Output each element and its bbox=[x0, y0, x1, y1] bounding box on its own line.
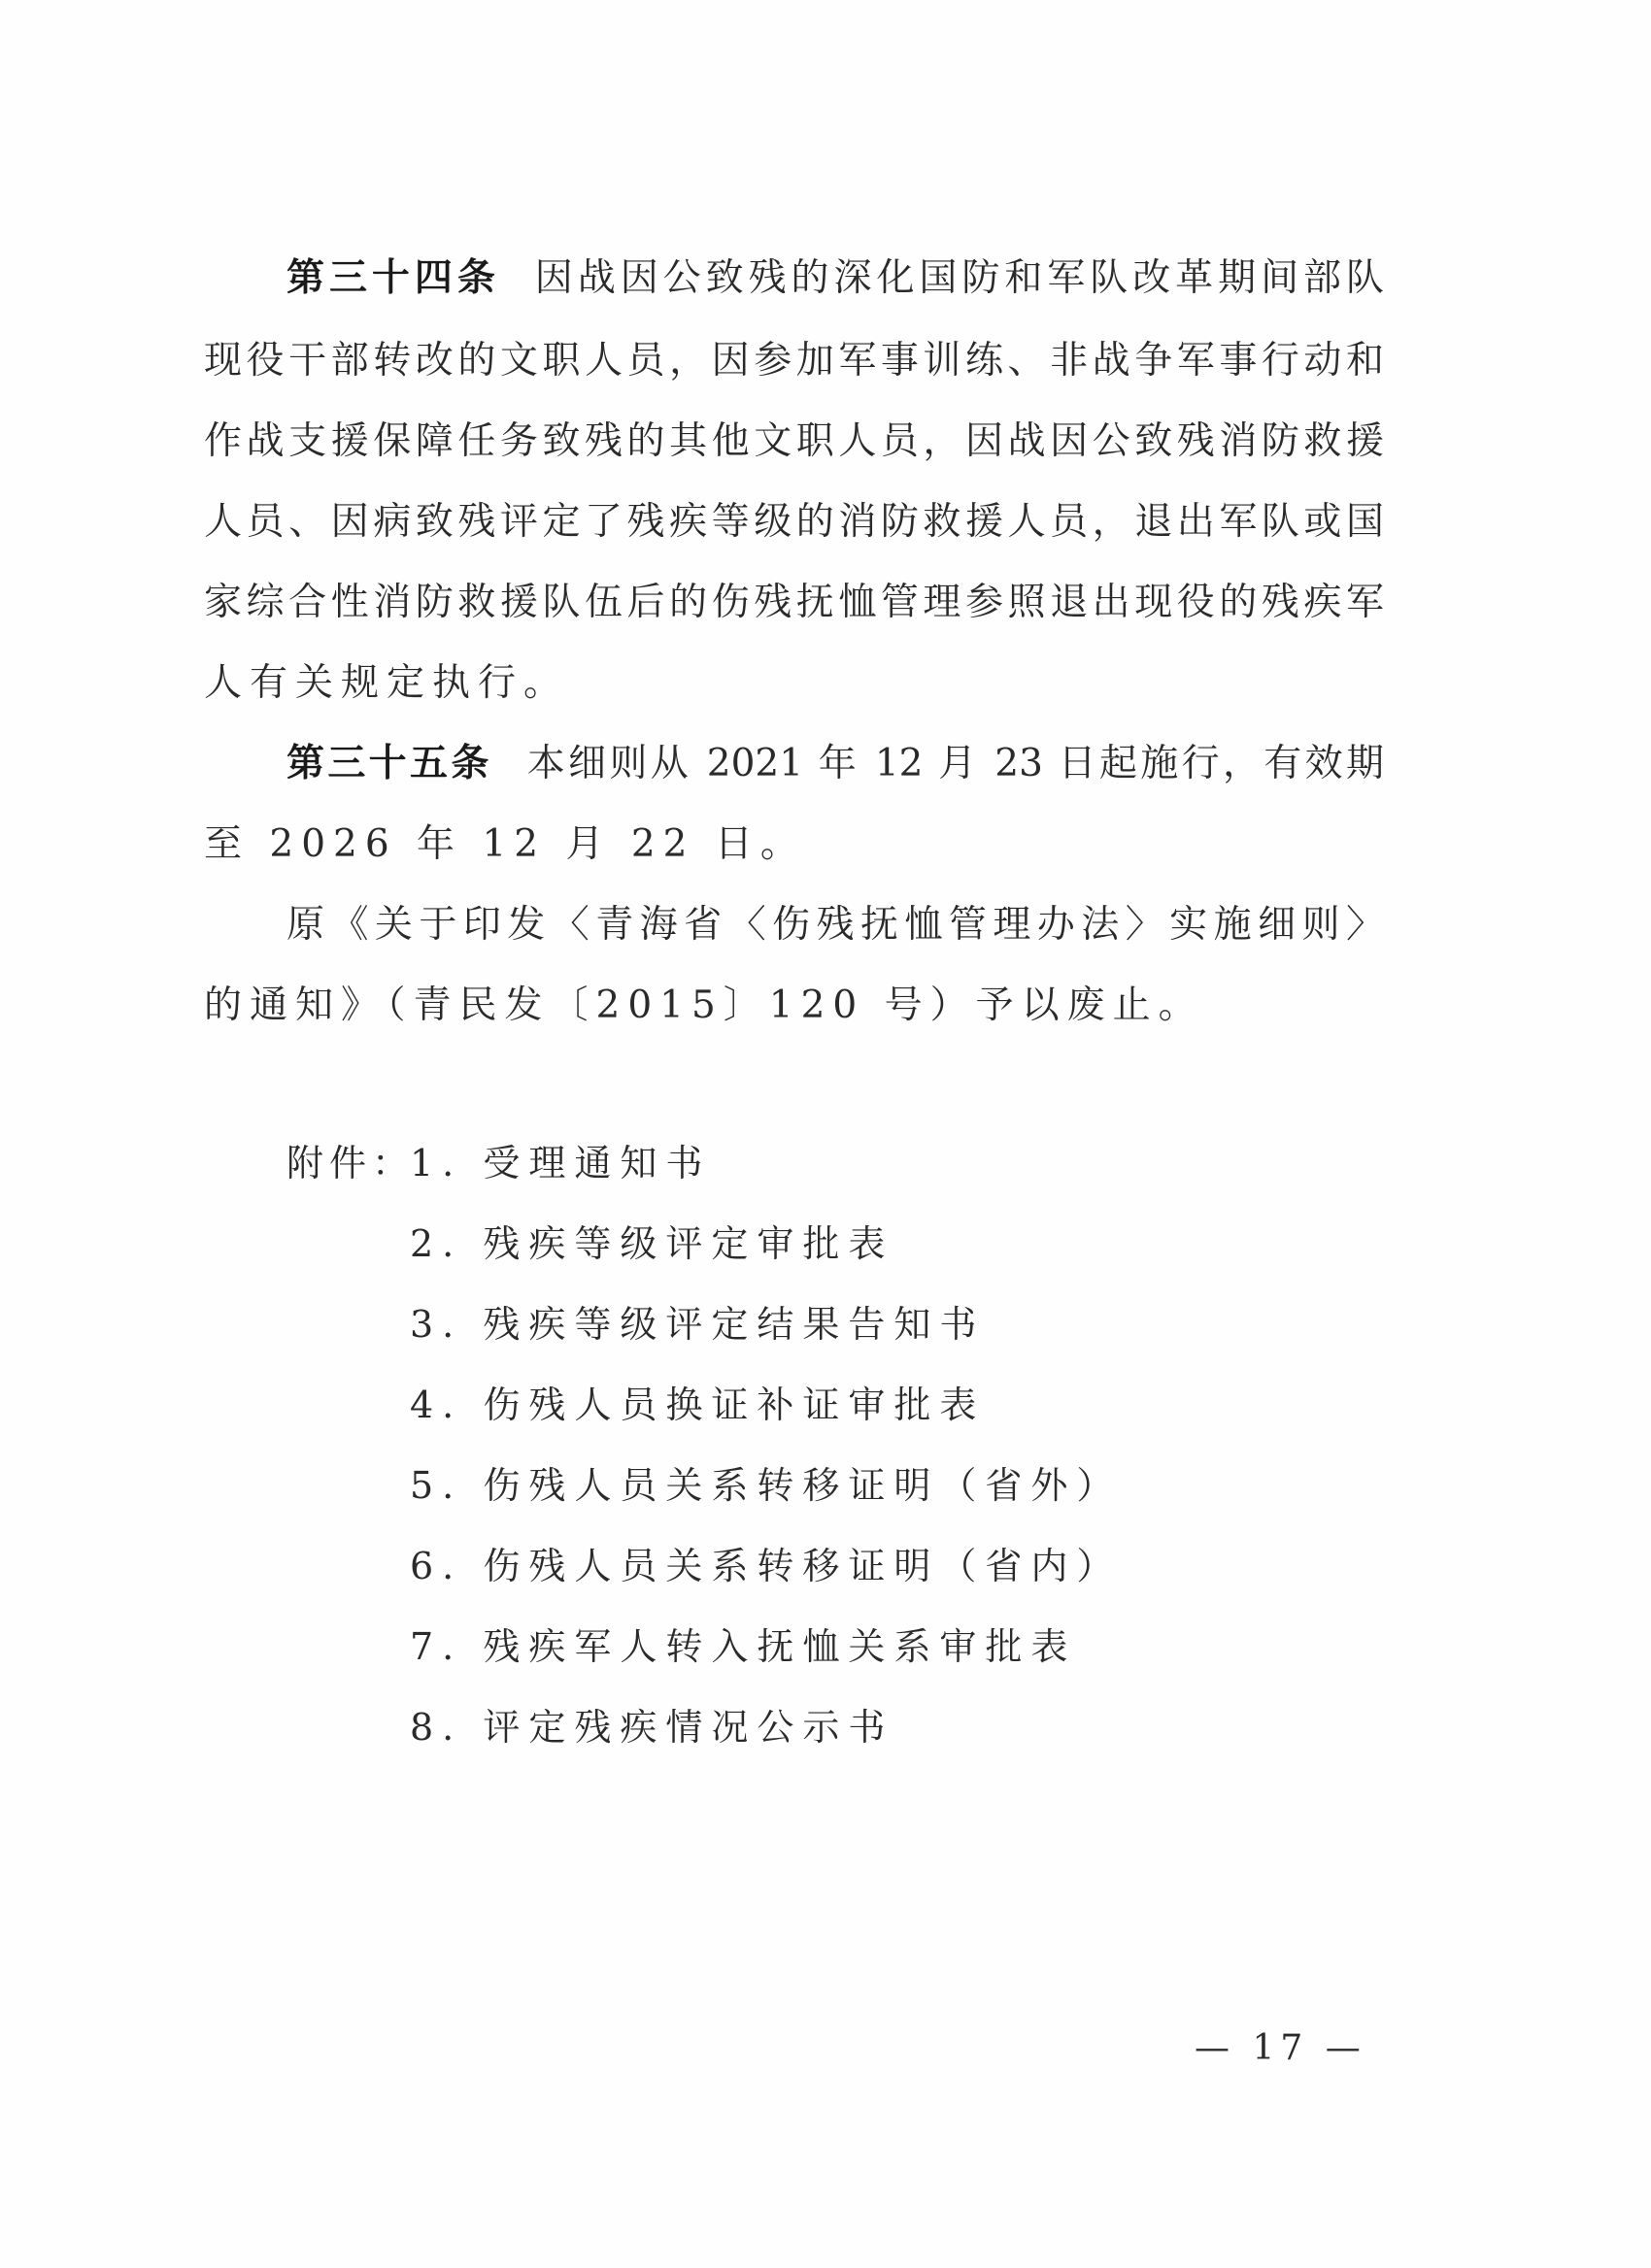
repeal-line-1: 原《关于印发〈青海省〈伤残抚恤管理办法〉实施细则〉 bbox=[286, 903, 1384, 947]
article-34-line-3: 作战支援保障任务致残的其他文职人员，因战因公致残消防救援 bbox=[204, 419, 1384, 463]
article-34-line-2: 现役干部转改的文职人员，因参加军事训练、非战争军事行动和 bbox=[204, 339, 1384, 383]
article-34-line-6: 人有关规定执行。 bbox=[204, 661, 570, 705]
article-34-line-5: 家综合性消防救援队伍后的伤残抚恤管理参照退出现役的残疾军 bbox=[204, 581, 1384, 624]
article-34-text-1: 因战因公致残的深化国防和军队改革期间部队 bbox=[534, 256, 1384, 300]
repeal-line-2: 的通知》（青民发〔2015〕120 号）予以废止。 bbox=[204, 984, 1204, 1027]
page-number: — 17 — bbox=[1195, 2028, 1366, 2068]
attachment-item: 2. 残疾等级评定审批表 bbox=[410, 1222, 894, 1265]
attachment-item: 1. 受理通知书 bbox=[410, 1142, 712, 1184]
attachment-item: 3. 残疾等级评定结果告知书 bbox=[410, 1303, 986, 1346]
attachments-label: 附件： bbox=[286, 1142, 416, 1184]
article-34-line-1 bbox=[286, 239, 1384, 318]
article-35-line-1 bbox=[286, 724, 1384, 804]
article-35-text-1: 本细则从 2021 年 12 月 23 日起施行，有效期 bbox=[526, 742, 1384, 785]
article-35-line-2: 至 2026 年 12 月 22 日。 bbox=[204, 822, 806, 866]
attachment-item: 8. 评定残疾情况公示书 bbox=[410, 1706, 894, 1749]
article-34-line-4: 人员、因病致残评定了残疾等级的消防救援人员，退出军队或国 bbox=[204, 500, 1384, 544]
attachment-item: 6. 伤残人员关系转移证明（省内） bbox=[410, 1545, 1123, 1587]
article-34-heading: 第三十四条 bbox=[286, 256, 500, 300]
attachment-item: 5. 伤残人员关系转移证明（省外） bbox=[410, 1464, 1123, 1507]
attachment-item: 7. 残疾军人转入抚恤关系审批表 bbox=[410, 1625, 1077, 1668]
attachment-item: 4. 伤残人员换证补证审批表 bbox=[410, 1384, 986, 1426]
article-35-heading: 第三十五条 bbox=[286, 742, 492, 785]
